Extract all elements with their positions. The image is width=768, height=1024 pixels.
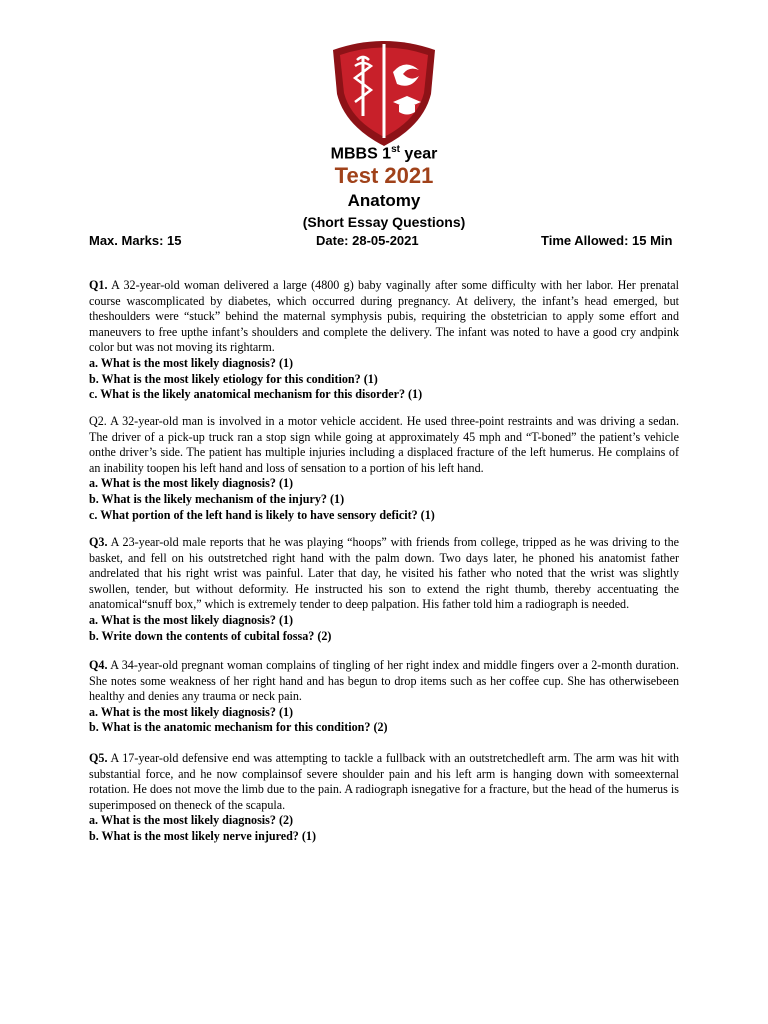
question-text: Q1. A 32-year-old woman delivered a large (4800 g) baby vaginally after some difficulty with her labor. Her prenatal course wascomplicated by diabetes, which occurred during pregnancy. At delivery, the infant’s head emerged, but theshoulders were “stuck” behind the maternal symphysis pubis, requiring the obstetrician to apply some effort and maneuvers to free upthe infant’s shoulders and complete the delivery. The infant was noted to have a good cry andpink color but was not moving its rightarm.: [89, 278, 679, 355]
question-number: Q1.: [89, 278, 108, 292]
question-text: Q3. A 23-year-old male reports that he was playing “hoops” with friends from college, tripped as he was driving to the basket, and fell on his outstretched right hand with the palm down. Two days later, he phoned his anatomist father andrelated that his right wrist was painful. Later that day, he visited his father who noted that the wrist was slightly swollen, tender, but without deformity. He instructed his son to extend the right thumb, thereby accentuating the anatomical“snuff box,” which is extremely tender to deep palpation. His father told him a radiograph is needed.: [89, 535, 679, 612]
exam-date: Date: 28-05-2021: [316, 233, 419, 248]
sub-question: c. What is the likely anatomical mechanism for this disorder? (1): [89, 387, 423, 402]
question-5: [89, 751, 679, 845]
question-number: Q3.: [89, 535, 108, 549]
subject-title: Anatomy: [347, 191, 421, 210]
sub-question: b. What is the anatomic mechanism for this condition? (2): [89, 720, 388, 735]
sub-question: b. What is the likely mechanism of the injury? (1): [89, 491, 345, 506]
question-3: [89, 535, 679, 644]
sub-question: a. What is the most likely diagnosis? (1): [89, 612, 294, 627]
paper-type: (Short Essay Questions): [302, 214, 466, 230]
question-number: Q5.: [89, 751, 108, 765]
sub-question: a. What is the most likely diagnosis? (1): [89, 355, 294, 370]
question-text: Q5. A 17-year-old defensive end was attempting to tackle a fullback with an outstretchedleft arm. The arm was hit with substantial force, and he now complainsof severe shoulder pain and his left arm is hanging down with someexternal rotation. He does not move the limb due to the pain. A radiograph isnegative for a fracture, but the head of the humerus is superimposed on theneck of the scapula.: [89, 751, 679, 812]
sub-question: c. What portion of the left hand is likely to have sensory deficit? (1): [89, 507, 435, 522]
max-marks: Max. Marks: 15: [89, 233, 182, 248]
question-4: [89, 658, 679, 736]
question-number: Q4.: [89, 658, 108, 672]
sub-question: b. What is the most likely etiology for this condition? (1): [89, 371, 378, 386]
question-text: Q2. A 32-year-old man is involved in a motor vehicle accident. He used three-point restraints and was driving a sedan. The driver of a pick-up truck ran a stop sign while going at approximately 45 mph and “T-boned” the patient’s vehicle onthe driver’s side. The patient has multiple injuries including a displaced fracture of the left humerus. He complains of an inability toopen his left hand and loss of sensation to a portion of his left hand.: [89, 414, 679, 475]
shield-caduceus-logo-icon: [327, 36, 441, 148]
question-text: Q4. A 34-year-old pregnant woman complains of tingling of her right index and middle fingers over a 2-month duration. She notes some weakness of her right hand and has begun to drop items such as her coffee cup. She has otherwisebeen healthy and denies any trauma or neck pain.: [89, 658, 679, 704]
sub-question: b. Write down the contents of cubital fossa? (2): [89, 628, 332, 643]
test-title: Test 2021: [334, 163, 434, 188]
sub-question: b. What is the most likely nerve injured? (1): [89, 828, 316, 843]
question-number: Q2.: [89, 414, 107, 428]
course-year: MBBS 1st year: [330, 144, 438, 163]
question-2: [89, 414, 679, 523]
sub-question: a. What is the most likely diagnosis? (2): [89, 813, 294, 828]
sub-question: a. What is the most likely diagnosis? (1): [89, 476, 294, 491]
sub-question: a. What is the most likely diagnosis? (1): [89, 704, 294, 719]
question-1: [89, 278, 679, 403]
time-allowed: Time Allowed: 15 Min: [541, 233, 673, 248]
